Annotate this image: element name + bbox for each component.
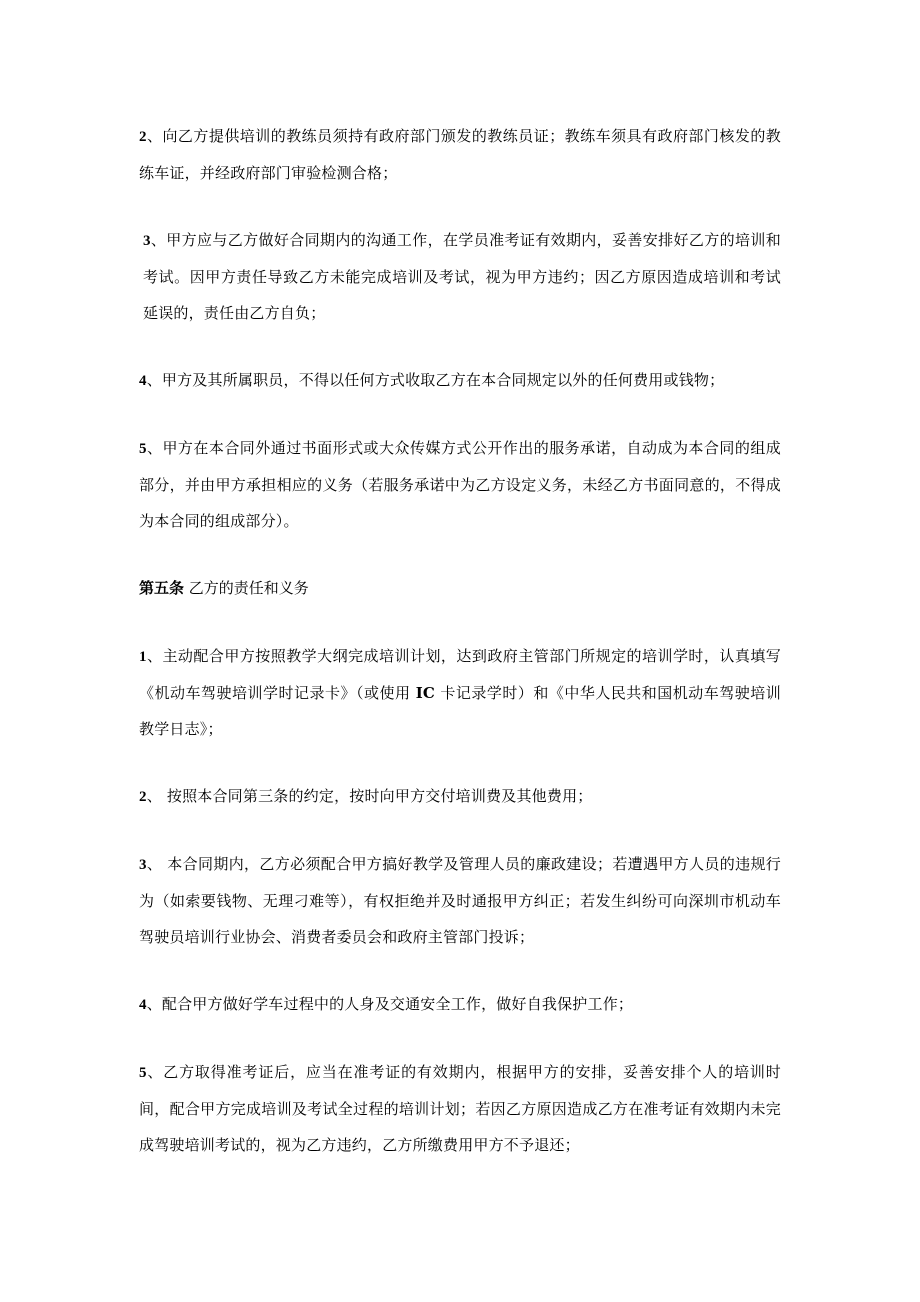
party-a-clause-4 (139, 362, 781, 399)
clause-number: 5 (139, 1065, 147, 1081)
clause-text: 、 按照本合同第三条的约定，按时向甲方交付培训费及其他费用； (146, 787, 593, 805)
clause-text: 、甲方应与乙方做好合同期内的沟通工作，在学员准考证有效期内，妥善安排好乙方的培训和考试。因甲方责任导致乙方未能完成培训及考试，视为甲方违约；因乙方原因造成培训和考试延误的，责任由乙方自负； (143, 231, 781, 322)
clause-number: 3 (143, 233, 151, 249)
clause-number: 5 (139, 441, 147, 457)
party-b-clause-4 (139, 986, 781, 1023)
section-label: 第五条 (139, 579, 185, 597)
party-a-clause-5 (139, 430, 781, 539)
clause-text: 、甲方在本合同外通过书面形式或大众传媒方式公开作出的服务承诺，自动成为本合同的组成部分，并由甲方承担相应的义务（若服务承诺中为乙方设定义务，未经乙方书面同意的，不得成为本合同的组成部分）。 (139, 439, 781, 530)
clause-text: 、甲方及其所属职员，不得以任何方式收取乙方在本合同规定以外的任何费用或钱物； (146, 371, 725, 389)
party-b-clause-1 (139, 638, 781, 747)
clause-text: 、主动配合甲方按照教学大纲完成培训计划，达到政府主管部门所规定的培训学时，认真填写《机动车驾驶培训学时记录卡》（或使用 (139, 647, 781, 702)
clause-text-cont: 卡记录学时）和《中华人民共和国机动车驾驶培训教学日志》； (139, 684, 781, 738)
clause-text: 、 本合同期内，乙方必须配合甲方搞好教学及管理人员的廉政建设；若遭遇甲方人员的违规行为（如索要钱物、无理刁难等），有权拒绝并及时通报甲方纠正；若发生纠纷可向深圳市机动车驾驶员培训行业协会、消费者委员会和政府主管部门投诉； (139, 855, 781, 946)
party-a-clause-2 (139, 118, 781, 191)
clause-text: 、乙方取得准考证后，应当在准考证的有效期内，根据甲方的安排，妥善安排个人的培训时间，配合甲方完成培训及考试全过程的培训计划；若因乙方原因造成乙方在准考证有效期内未完成驾驶培训考试的，视为乙方违约，乙方所缴费用甲方不予退还； (139, 1063, 781, 1154)
clause-number: 4 (139, 373, 147, 389)
party-b-clause-5 (139, 1054, 781, 1163)
clause-text: 、向乙方提供培训的教练员须持有政府部门颁发的教练员证；教练车须具有政府部门核发的教练车证，并经政府部门审验检测合格； (139, 127, 781, 182)
clause-number: 2 (139, 789, 147, 805)
clause-number: 4 (139, 997, 147, 1013)
clause-number: 2 (139, 129, 147, 145)
clause-text: 、配合甲方做好学车过程中的人身及交通安全工作，做好自我保护工作； (146, 995, 634, 1013)
section-heading (139, 570, 309, 606)
party-b-clause-2 (139, 778, 781, 815)
party-a-clause-3 (143, 222, 781, 331)
ic-card-label: IC (415, 684, 436, 702)
clause-number: 3 (139, 857, 147, 873)
section-title: 乙方的责任和义务 (184, 579, 309, 597)
clause-number: 1 (139, 649, 147, 665)
party-b-clause-3 (139, 846, 781, 955)
